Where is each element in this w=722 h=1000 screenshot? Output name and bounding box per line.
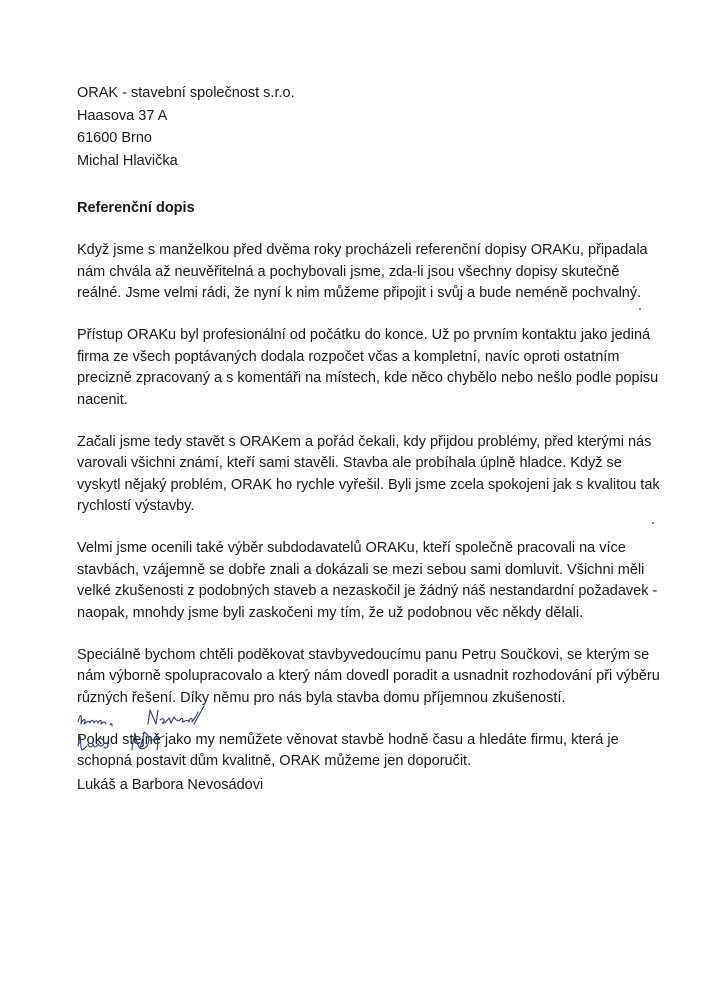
street-address: Haasova 37 A: [77, 107, 168, 124]
letter-heading: Referenční dopis: [77, 200, 195, 216]
paragraph-1: Když jsme s manželkou před dvěma roky procházeli referenční dopisy ORAKu, připadala nám chvála až neuvěřitelná a pochybovali jsme, zda-li jsou všechny dopisy skutečně reálné. Jsme velmi rádi, že nyní k nim můžeme připojit i svůj a bude neméně pochvalný.: [77, 242, 648, 301]
contact-person: Michal Hlavička: [77, 152, 178, 169]
recipient-address: [77, 82, 295, 172]
company-name: ORAK - stavební společnost s.r.o.: [77, 85, 295, 101]
paragraph-2: Přístup ORAKu byl profesionální od počátku do konce. Už po prvním kontaktu jako jediná firma ze všech poptávaných dodala rozpočet včas a kompletní, navíc oproti ostatním precizně zpracovaný a s komentáři na místech, kde něco chybělo nebo nešlo podle popisu nacenit.: [77, 327, 659, 408]
paragraph-6: Pokud stejně jako my nemůžete věnovat stavbě hodně času a hledáte firmu, která je schopná postavit dům kvalitně, ORAK můžeme jen doporučit.: [77, 731, 619, 769]
handwritten-signature: [70, 700, 220, 770]
paragraph-5: Speciálně bychom chtěli poděkovat stavbyvedoucímu panu Petru Součkovi, se kterým se nám výborně spolupracovalo a který nám dovedl poradit a usnadnit rozhodování při výběru různých řešení. Díky němu pro nás byla stavba domu příjemnou zkušeností.: [77, 646, 660, 706]
city-postal: 61600 Brno: [77, 130, 152, 146]
paragraph-3: Začali jsme tedy stavět s ORAKem a pořád čekali, kdy přijdou problémy, před kterými nás varovali všichni známí, kteří sami stavěli. Stavba ale probíhala úplně hladce. Když se vyskytl nějaký problém, ORAK ho rychle vyřešil. Byli jsme zcela spokojeni jak s kvalitou tak rychlostí výstavby.: [77, 433, 660, 514]
signatories-name: Lukáš a Barbora Nevosádovi: [77, 777, 264, 793]
paragraph-4: Velmi jsme ocenili také výběr subdodavatelů ORAKu, kteří společně pracovali na více stavbách, vzájemně se dobře znali a dokázali se mezi sebou sami domluvit. Všichni měli velké zkušenosti z podobných staveb a nezaskočil je žádný náš nestandardní požadavek - naopak, mnohdy jsme byli zaskočeni my tím, že už podobnou věc někdy dělali.: [77, 540, 658, 621]
signature-scribble: [70, 700, 220, 770]
scan-speck: [639, 308, 641, 310]
scan-speck: [652, 522, 654, 524]
